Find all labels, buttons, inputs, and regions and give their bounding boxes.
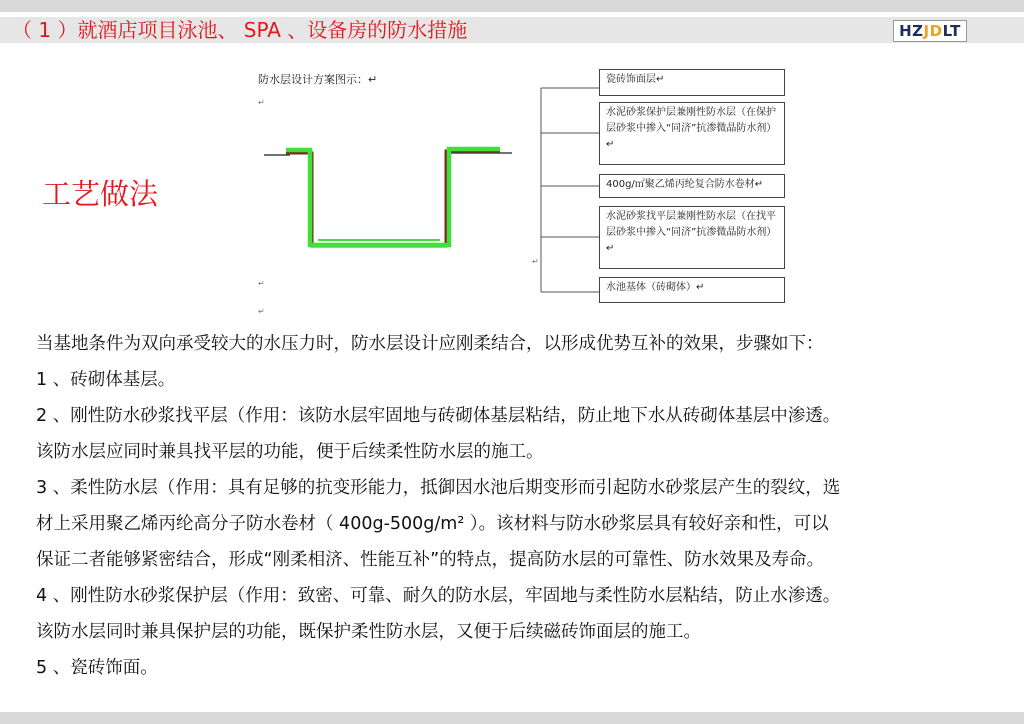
body-line: 当基地条件为双向承受较大的水压力时，防水层设计应刚柔结合，以形成优势互补的效果，步骤如下： [36,334,824,354]
slide-title: （ 1 ）就酒店项目泳池、 SPA 、设备房的防水措施 [12,18,468,42]
bottom-band [0,712,1024,724]
body-line: 材上采用聚乙烯丙纶高分子防水卷材（ 400g-500g/m² ）。该材料与防水砂浆层具有较好亲和性，可以 [36,514,829,534]
body-line: 4 、刚性防水砂浆保护层（作用：致密、可靠、耐久的防水层，牢固地与柔性防水层粘结，防止水渗透。 [36,586,841,606]
paragraph-mark: ↵ [258,98,265,107]
body-line: 该防水层应同时兼具找平层的功能，便于后续柔性防水层的施工。 [36,442,544,462]
pool-base-wall [286,151,500,246]
layer-pool-base: 水池基体（砖砌体）↵ [599,277,785,303]
layer-membrane: 400g/㎡聚乙烯丙纶复合防水卷材↵ [599,174,785,198]
diagram-title: 防水层设计方案图示：↵ [258,73,378,86]
process-heading: 工艺做法 [42,177,159,211]
layer-tile-finish: 瓷砖饰面层↵ [599,69,785,96]
body-line: 1 、砖砌体基层。 [36,370,176,390]
waterproof-membrane [286,149,500,245]
body-line: 2 、刚性防水砂浆找平层（作用：该防水层牢固地与砖砌体基层粘结，防止地下水从砖砌体基层中渗透。 [36,406,841,426]
layer-protective-mortar: 水泥砂浆保护层兼刚性防水层（在保护层砂浆中掺入“同济”抗渗微晶防水剂）↵ [599,102,785,165]
paragraph-mark: ↵ [532,257,539,266]
paragraph-mark: ↵ [258,307,265,316]
paragraph-mark: ↵ [258,279,265,288]
body-line: 5 、瓷砖饰面。 [36,658,158,678]
body-line: 3 、柔性防水层（作用：具有足够的抗变形能力，抵御因水池后期变形而引起防水砂浆层产生的裂纹，选 [36,478,841,498]
layer-leveling-mortar: 水泥砂浆找平层兼刚性防水层（在找平层砂浆中掺入“同济”抗渗微晶防水剂）↵ [599,206,785,269]
body-line: 保证二者能够紧密结合，形成“刚柔相济、性能互补”的特点，提高防水层的可靠性、防水效果及寿命。 [36,550,825,570]
body-line: 该防水层同时兼具保护层的功能，既保护柔性防水层，又便于后续磁砖饰面层的施工。 [36,622,701,642]
company-logo: HZJDLT [893,20,967,42]
